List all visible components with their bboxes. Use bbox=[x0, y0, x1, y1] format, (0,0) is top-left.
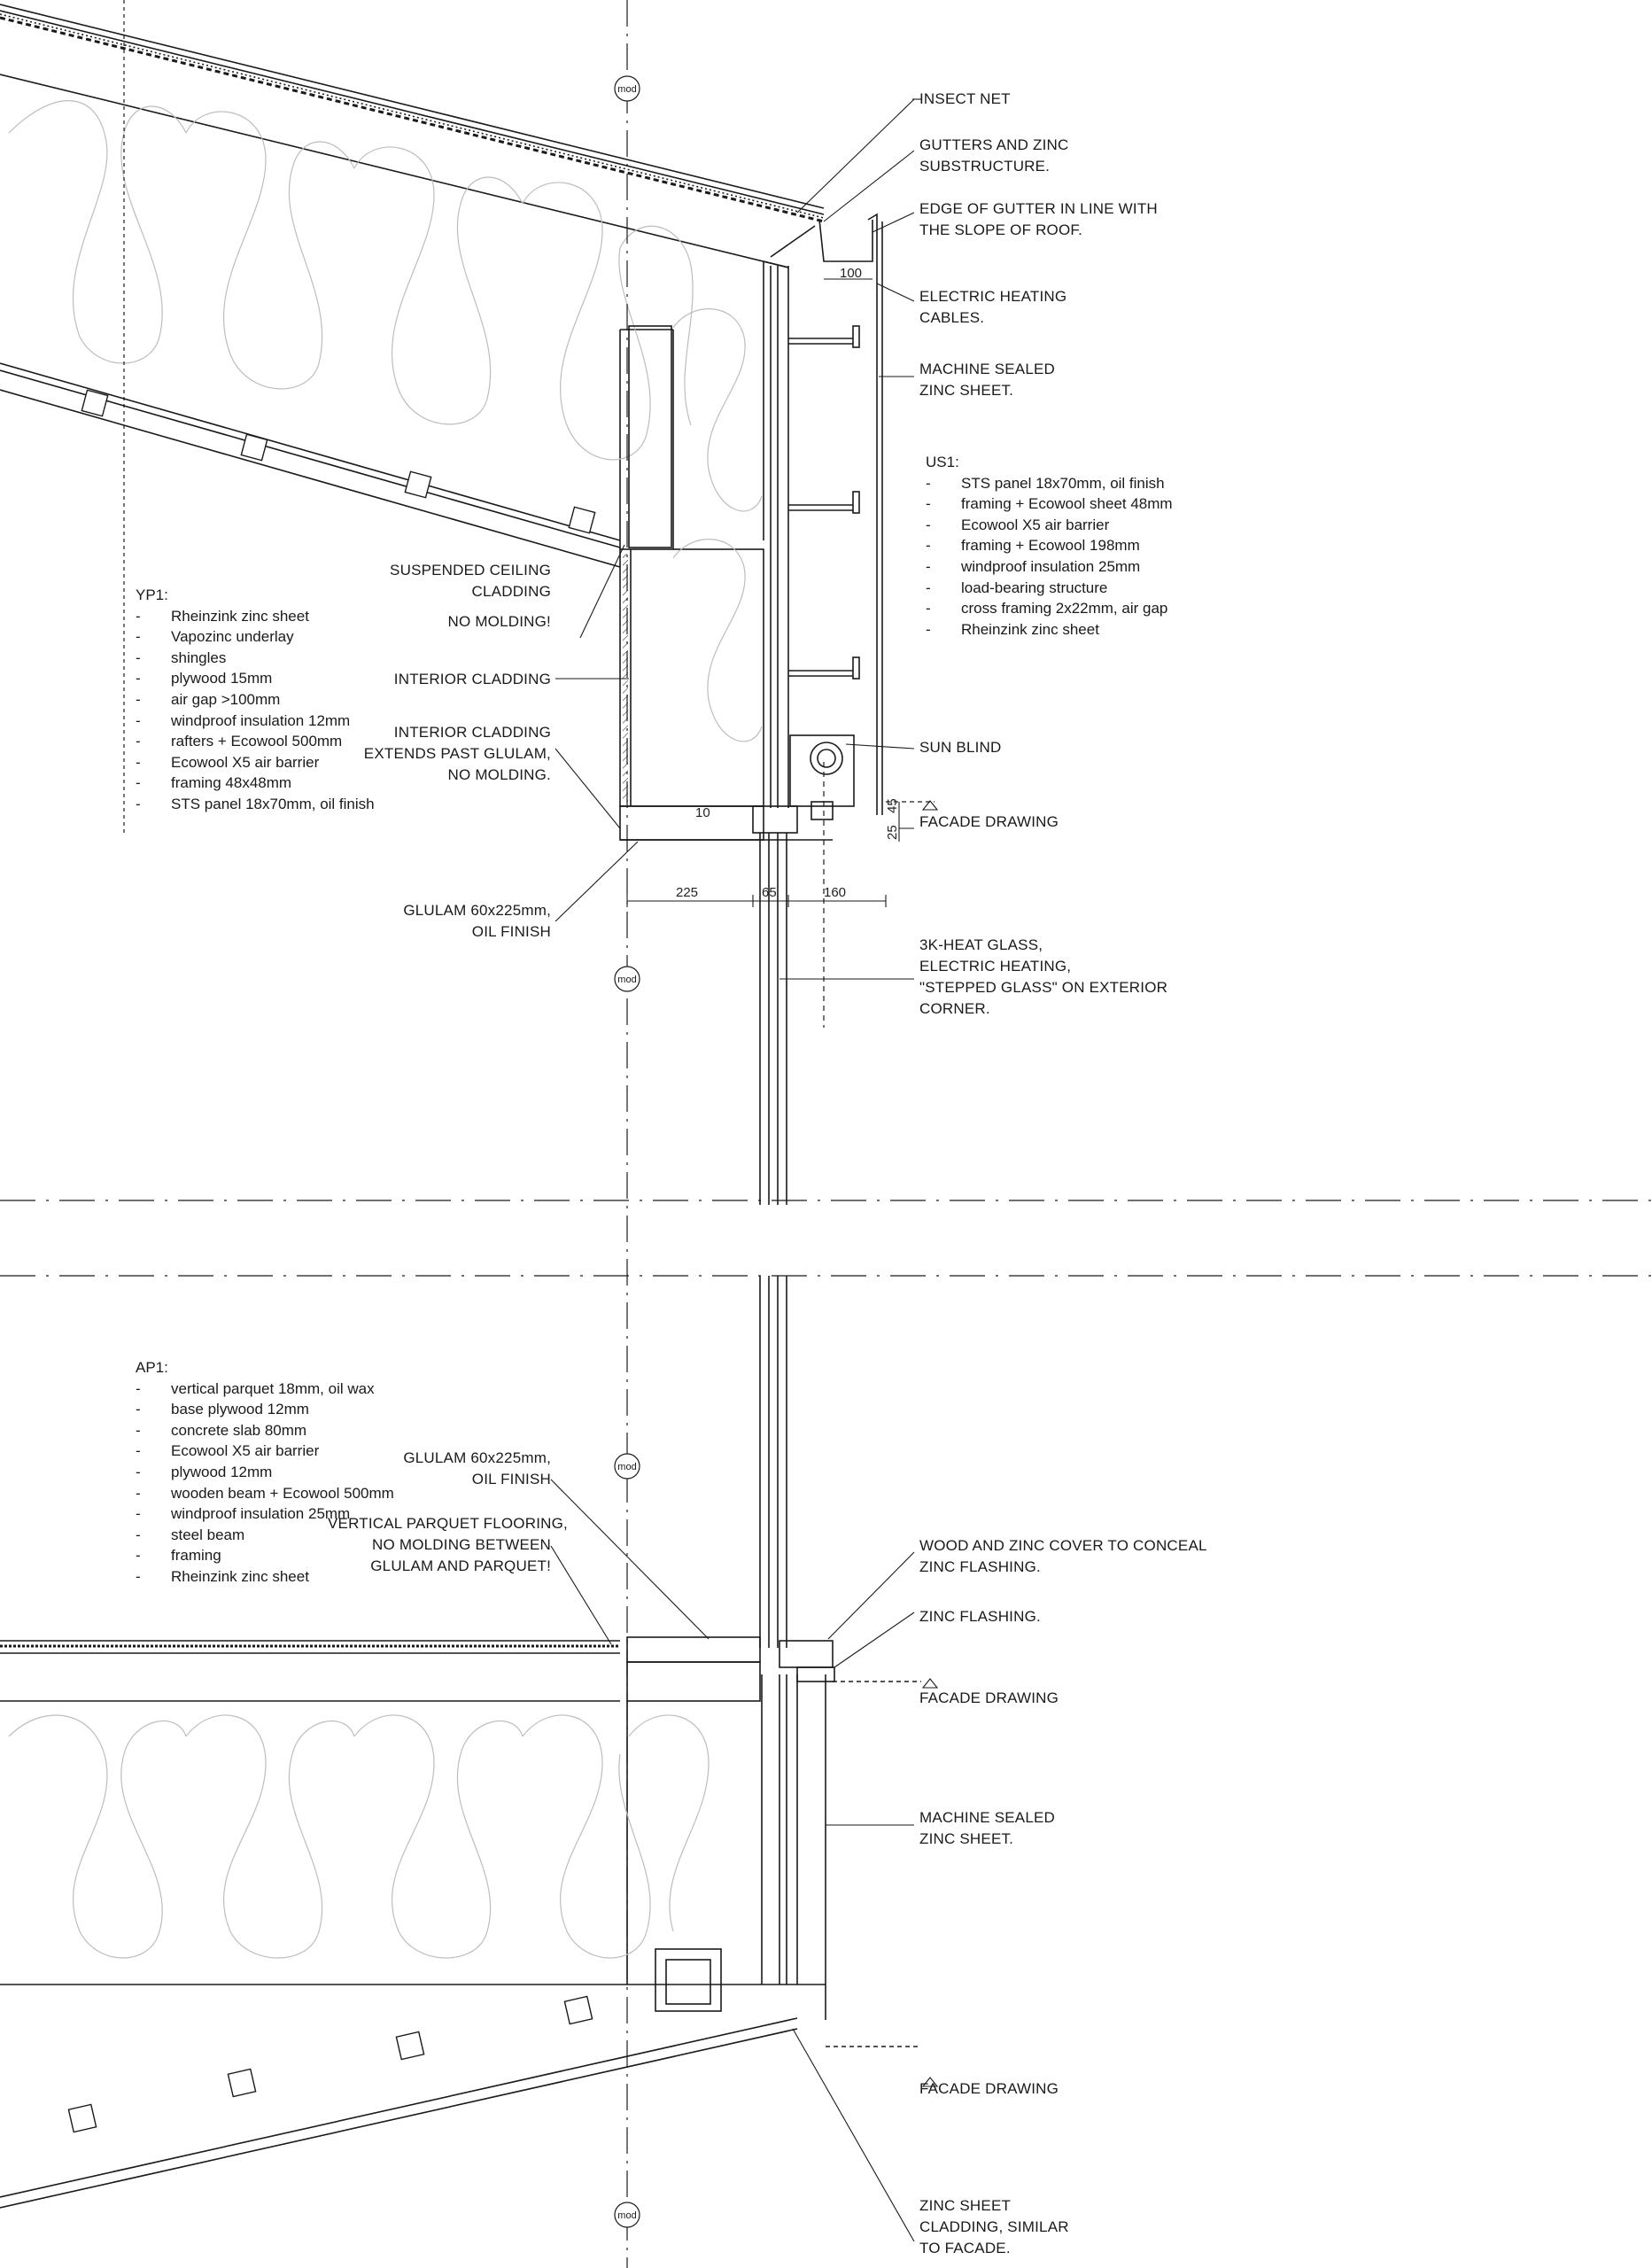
label-facade-drawing-lower-2: FACADE DRAWING bbox=[919, 2080, 1059, 2097]
label-machine-sealed: MACHINE SEALED ZINC SHEET. bbox=[919, 361, 1056, 399]
sun-blind bbox=[790, 735, 854, 819]
grid-marker-text: mod bbox=[617, 975, 637, 985]
lower-window bbox=[760, 1276, 921, 2047]
grid-marker-text: mod bbox=[617, 1462, 637, 1472]
spec-ap1: AP1: - vertical parquet 18mm, oil wax - base plywood 12mm - concrete slab 80mm - Ecowool X5 air barrier - plywood 12mm - wooden beam + Ecowool 500mm - windproof insulation 25mm - steel beam - framing - Rheinzink zinc sheet bbox=[136, 1359, 394, 1585]
spec-us1: US1: - STS panel 18x70mm, oil finish - framing + Ecowool sheet 48mm - Ecowool X5 air barrier - framing + Ecowool 198mm - windproof insulation 25mm - load-bearing structure - cross framing 2x22mm, air gap - Rheinzink zinc sheet bbox=[926, 454, 1173, 638]
dim-225: 225 bbox=[676, 885, 699, 900]
grid-marker-text: mod bbox=[617, 2210, 637, 2221]
upper-wall-insulation bbox=[673, 309, 762, 742]
label-no-molding: NO MOLDING! bbox=[447, 613, 551, 630]
label-suspended-ceiling: SUSPENDED CEILING CLADDING bbox=[390, 562, 551, 600]
leader-lines bbox=[551, 99, 921, 2241]
label-zinc-cladding: ZINC SHEET CLADDING, SIMILAR TO FACADE. bbox=[919, 2197, 1069, 2256]
window-frame bbox=[753, 806, 797, 1205]
dim-45: 45 bbox=[885, 798, 900, 813]
label-interior-extends: INTERIOR CLADDING EXTENDS PAST GLULAM, NO MOLDING. bbox=[363, 724, 551, 783]
roof-insulation bbox=[9, 101, 693, 460]
label-interior-cladding: INTERIOR CLADDING bbox=[393, 671, 551, 687]
label-glass: 3K-HEAT GLASS, ELECTRIC HEATING, "STEPPED GLASS" ON EXTERIOR CORNER. bbox=[919, 936, 1168, 1017]
dim-160: 160 bbox=[824, 885, 847, 900]
dim-25: 25 bbox=[885, 825, 900, 840]
floor-battens bbox=[68, 1996, 592, 2132]
facade-cladding bbox=[771, 214, 882, 815]
label-wood-zinc-cover: WOOD AND ZINC COVER TO CONCEAL ZINC FLASHING. bbox=[919, 1537, 1207, 1575]
label-glulam-lower: GLULAM 60x225mm, OIL FINISH bbox=[403, 1449, 551, 1487]
label-insect-net: INSECT NET bbox=[919, 90, 1011, 107]
label-facade-drawing-lower-1: FACADE DRAWING bbox=[919, 1689, 1059, 1706]
spec-yp1: YP1: - Rheinzink zinc sheet - Vapozinc underlay - shingles - plywood 15mm - air gap >100mm - windproof insulation 12mm - rafters + Ecowool 500mm - Ecowool X5 air barrier - framing 48x48mm - STS panel 18x70mm, oil finish bbox=[136, 586, 375, 812]
floor-insulation bbox=[9, 1715, 709, 1958]
label-zinc-flashing: ZINC FLASHING. bbox=[919, 1608, 1041, 1625]
label-machine-sealed-lower: MACHINE SEALED ZINC SHEET. bbox=[919, 1809, 1056, 1847]
label-facade-drawing: FACADE DRAWING bbox=[919, 813, 1059, 830]
label-gutters: GUTTERS AND ZINC SUBSTRUCTURE. bbox=[919, 136, 1069, 175]
label-glulam-upper: GLULAM 60x225mm, OIL FINISH bbox=[403, 902, 551, 940]
floor-assembly bbox=[0, 1637, 826, 2208]
label-parquet: VERTICAL PARQUET FLOORING, NO MOLDING BETWEEN GLULAM AND PARQUET! bbox=[328, 1515, 568, 1574]
dim-65: 65 bbox=[762, 885, 777, 900]
grid-marker-text: mod bbox=[617, 84, 637, 95]
upper-wall bbox=[620, 266, 833, 840]
dim-10: 10 bbox=[695, 805, 710, 820]
label-edge-gutter: EDGE OF GUTTER IN LINE WITH THE SLOPE OF ROOF. bbox=[919, 200, 1158, 238]
label-sun-blind: SUN BLIND bbox=[919, 739, 1002, 756]
label-heating-cables: ELECTRIC HEATING CABLES. bbox=[919, 288, 1067, 326]
dim-100: 100 bbox=[840, 266, 863, 281]
